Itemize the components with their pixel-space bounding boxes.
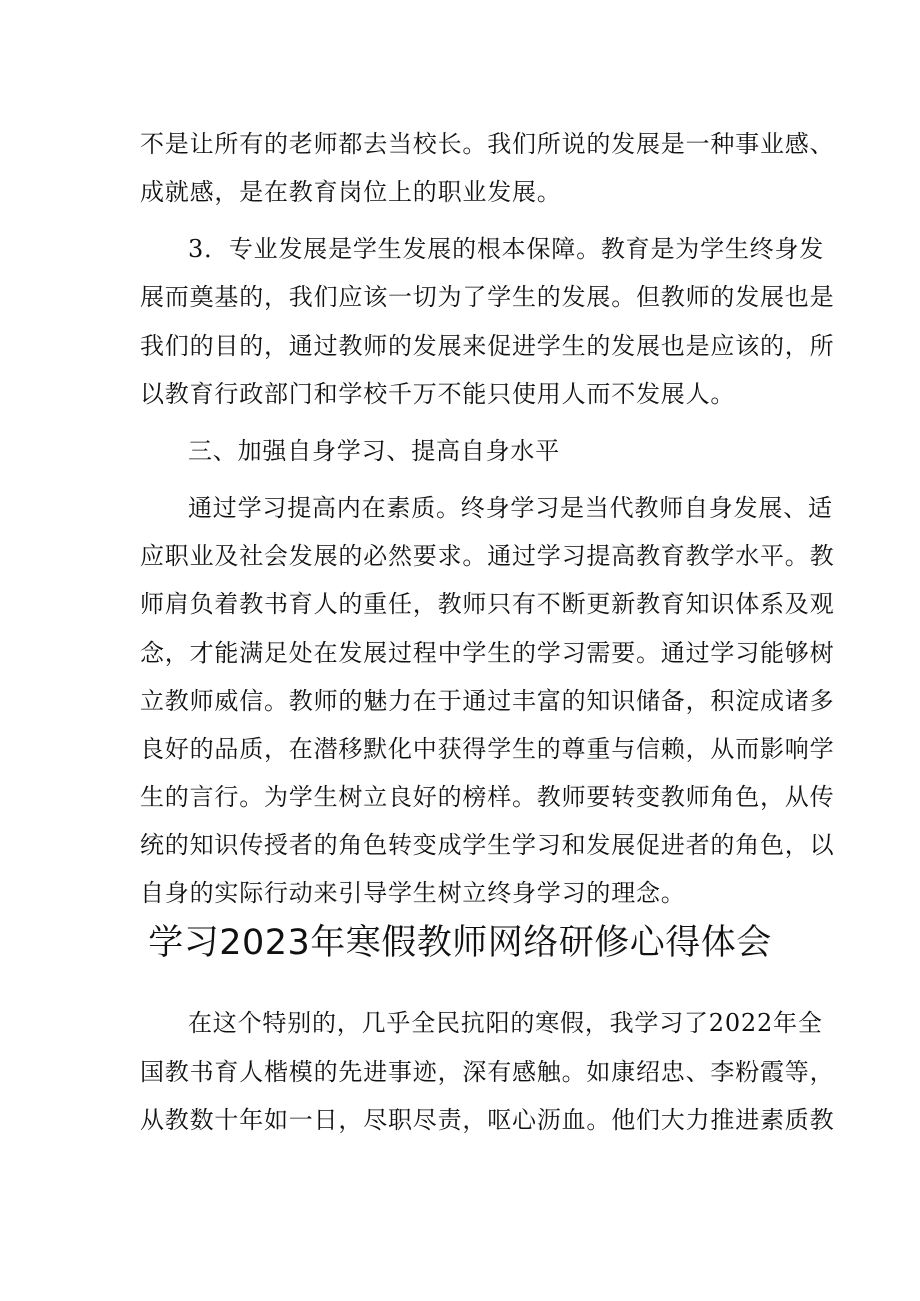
- text-line: 通过学习提高内在素质。终身学习是当代教师自身发展、适: [188, 494, 833, 522]
- text-line: 统的知识传授者的角色转变成学生学习和发展促进者的角色，以: [140, 831, 835, 859]
- text-line: 从教数十年如一日，尽职尽责，呕心沥血。他们大力推进素质教: [140, 1106, 835, 1134]
- text-line: 成就感，是在教育岗位上的职业发展。: [140, 178, 562, 206]
- text-line: 我们的目的，通过教师的发展来促进学生的发展也是应该的，所: [140, 332, 835, 360]
- text-line: 良好的品质，在潜移默化中获得学生的尊重与信赖，从而影响学: [140, 735, 835, 763]
- text-line: 应职业及社会发展的必然要求。通过学习提高教育教学水平。教: [140, 542, 835, 570]
- text-line: 立教师威信。教师的魅力在于通过丰富的知识储备，积淀成诸多: [140, 687, 835, 715]
- text-line: 师肩负着教书育人的重任，教师只有不断更新教育知识体系及观: [140, 590, 835, 618]
- text-line: 念，才能满足处在发展过程中学生的学习需要。通过学习能够树: [140, 639, 835, 667]
- text-line: 自身的实际行动来引导学生树立终身学习的理念。: [140, 879, 686, 907]
- text-line: 以教育行政部门和学校千万不能只使用人而不发展人。: [140, 380, 736, 408]
- text-line: 3．专业发展是学生发展的根本保障。教育是为学生终身发: [188, 235, 825, 263]
- text-line: 在这个特别的，几乎全民抗阳的寒假，我学习了2022年全: [188, 1009, 823, 1037]
- section-heading: 三、加强自身学习、提高自身水平: [188, 437, 560, 465]
- text-line: 展而奠基的，我们应该一切为了学生的发展。但教师的发展也是: [140, 283, 835, 311]
- text-line: 国教书育人楷模的先进事迹，深有感触。如康绍忠、李粉霞等，: [140, 1058, 835, 1086]
- text-line: 生的言行。为学生树立良好的榜样。教师要转变教师角色，从传: [140, 783, 835, 811]
- text-line: 不是让所有的老师都去当校长。我们所说的发展是一种事业感、: [140, 130, 835, 158]
- article-title: 学习2023年寒假教师网络研修心得体会: [148, 923, 772, 963]
